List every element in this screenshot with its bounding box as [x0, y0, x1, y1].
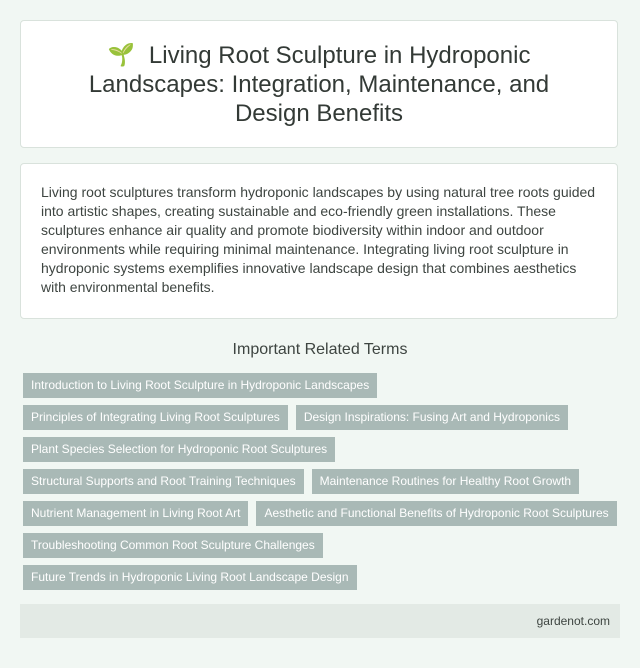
related-term-tag[interactable]: Principles of Integrating Living Root Sculptures: [23, 405, 288, 430]
footer-site-link[interactable]: gardenot.com: [536, 614, 610, 628]
related-term-tag[interactable]: Nutrient Management in Living Root Art: [23, 501, 248, 526]
related-term-tag[interactable]: Introduction to Living Root Sculpture in Hydroponic Landscapes: [23, 373, 377, 398]
related-term-tag[interactable]: Aesthetic and Functional Benefits of Hydroponic Root Sculptures: [256, 501, 616, 526]
summary-text: Living root sculptures transform hydroponic landscapes by using natural tree roots guided into artistic shapes, creating sustainable and eco-friendly green installations. These sculptures enhance air quality and promote biodiversity within indoor and outdoor environments while requiring minimal maintenance. Integrating living root sculpture in hydroponic systems exemplifies innovative landscape design that combines aesthetics with environmental benefits.: [41, 184, 596, 295]
tag-row: [23, 565, 623, 590]
summary-card: [20, 163, 618, 319]
title-card: [20, 20, 618, 148]
related-term-tag[interactable]: Structural Supports and Root Training Techniques: [23, 469, 304, 494]
tag-row: [23, 405, 623, 430]
page-title: [21, 40, 617, 128]
related-term-tag[interactable]: Future Trends in Hydroponic Living Root Landscape Design: [23, 565, 357, 590]
tag-row: [23, 437, 623, 462]
related-term-tag[interactable]: Design Inspirations: Fusing Art and Hydroponics: [296, 405, 568, 430]
related-term-tag[interactable]: Plant Species Selection for Hydroponic Root Sculptures: [23, 437, 335, 462]
seedling-icon: 🌱: [107, 42, 135, 67]
tag-row: [23, 469, 623, 494]
related-term-tag[interactable]: Troubleshooting Common Root Sculpture Challenges: [23, 533, 323, 558]
related-terms-heading: Important Related Terms: [232, 341, 408, 358]
tag-row: [23, 501, 623, 526]
tag-row: [23, 533, 623, 558]
related-term-tag[interactable]: Maintenance Routines for Healthy Root Growth: [312, 469, 579, 494]
page-title-text: Living Root Sculpture in Hydroponic Landscapes: Integration, Maintenance, and Design Benefits: [88, 42, 550, 127]
footer: [20, 604, 620, 638]
related-terms-list: [23, 373, 623, 597]
tag-row: [23, 373, 623, 398]
